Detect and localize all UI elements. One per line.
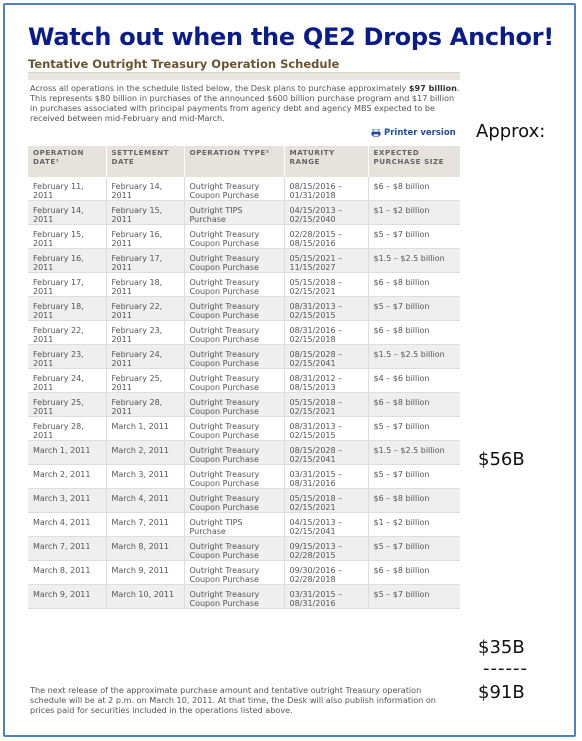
cell-maturity-range: 05/15/2018 – 02/15/2021	[284, 393, 368, 417]
table-row	[28, 537, 460, 561]
table-header-row	[28, 146, 460, 177]
cell-purchase-size: $5 – $7 billion	[368, 585, 460, 609]
cell-settlement-date: February 18, 2011	[106, 273, 184, 297]
cell-maturity-range: 03/31/2015 – 08/31/2016	[284, 585, 368, 609]
table-row	[28, 465, 460, 489]
intro-text-start: Across all operations in the schedule listed below, the Desk plans to purchase approximately	[30, 83, 409, 93]
cell-settlement-date: March 7, 2011	[106, 513, 184, 537]
table-row	[28, 345, 460, 369]
cell-settlement-date: March 8, 2011	[106, 537, 184, 561]
cell-purchase-size: $1.5 – $2.5 billion	[368, 345, 460, 369]
cell-maturity-range: 08/15/2028 – 02/15/2041	[284, 441, 368, 465]
cell-settlement-date: February 24, 2011	[106, 345, 184, 369]
cell-settlement-date: February 25, 2011	[106, 369, 184, 393]
cell-operation-type: Outright Treasury Coupon Purchase	[184, 369, 284, 393]
cell-operation-type: Outright Treasury Coupon Purchase	[184, 417, 284, 441]
cell-settlement-date: March 1, 2011	[106, 417, 184, 441]
cell-maturity-range: 04/15/2013 – 02/15/2041	[284, 513, 368, 537]
cell-maturity-range: 08/31/2016 – 02/15/2018	[284, 321, 368, 345]
cell-settlement-date: March 3, 2011	[106, 465, 184, 489]
title-underline-bar	[28, 72, 460, 80]
cell-maturity-range: 08/15/2016 – 01/31/2018	[284, 177, 368, 201]
cell-operation-date: February 16, 2011	[28, 249, 106, 273]
table-row	[28, 489, 460, 513]
cell-settlement-date: February 22, 2011	[106, 297, 184, 321]
cell-purchase-size: $6 – $8 billion	[368, 561, 460, 585]
cell-settlement-date: February 23, 2011	[106, 321, 184, 345]
sum-divider: ------	[483, 658, 528, 679]
cell-purchase-size: $6 – $8 billion	[368, 489, 460, 513]
cell-maturity-range: 08/15/2028 – 02/15/2041	[284, 345, 368, 369]
table-row	[28, 369, 460, 393]
cell-settlement-date: February 16, 2011	[106, 225, 184, 249]
cell-operation-type: Outright Treasury Coupon Purchase	[184, 321, 284, 345]
cell-operation-type: Outright Treasury Coupon Purchase	[184, 177, 284, 201]
intro-total-amount: $97 billion	[408, 83, 457, 93]
cell-maturity-range: 03/31/2015 – 08/31/2016	[284, 465, 368, 489]
table-row	[28, 249, 460, 273]
cell-settlement-date: March 2, 2011	[106, 441, 184, 465]
cell-purchase-size: $6 – $8 billion	[368, 273, 460, 297]
table-row	[28, 273, 460, 297]
cell-operation-type: Outright Treasury Coupon Purchase	[184, 585, 284, 609]
cell-operation-type: Outright Treasury Coupon Purchase	[184, 297, 284, 321]
table-row	[28, 177, 460, 201]
table-body	[28, 177, 460, 609]
cell-purchase-size: $6 – $8 billion	[368, 393, 460, 417]
cell-purchase-size: $5 – $7 billion	[368, 417, 460, 441]
cell-operation-type: Outright Treasury Coupon Purchase	[184, 489, 284, 513]
approx-annotation: Approx:	[476, 121, 546, 142]
cell-operation-type: Outright TIPS Purchase	[184, 201, 284, 225]
cell-operation-date: March 8, 2011	[28, 561, 106, 585]
header-operation-type: OPERATION TYPE²	[184, 146, 284, 177]
second-period-sum: $35B	[478, 637, 525, 658]
table-row	[28, 393, 460, 417]
printer-version-label[interactable]: Printer version	[384, 128, 456, 138]
cell-operation-date: March 9, 2011	[28, 585, 106, 609]
cell-operation-date: March 3, 2011	[28, 489, 106, 513]
cell-purchase-size: $6 – $8 billion	[368, 321, 460, 345]
intro-paragraph	[30, 83, 460, 123]
cell-maturity-range: 05/15/2018 – 02/15/2021	[284, 489, 368, 513]
cell-operation-date: March 1, 2011	[28, 441, 106, 465]
header-expected-purchase-size: EXPECTED PURCHASE SIZE	[368, 146, 460, 177]
table-row	[28, 225, 460, 249]
printer-icon	[371, 129, 381, 137]
cell-operation-type: Outright Treasury Coupon Purchase	[184, 225, 284, 249]
cell-maturity-range: 05/15/2018 – 02/15/2021	[284, 273, 368, 297]
cell-operation-date: March 2, 2011	[28, 465, 106, 489]
cell-operation-date: February 15, 2011	[28, 225, 106, 249]
cell-operation-type: Outright TIPS Purchase	[184, 513, 284, 537]
table-row	[28, 297, 460, 321]
cell-operation-date: February 11, 2011	[28, 177, 106, 201]
table-row	[28, 201, 460, 225]
table-row	[28, 441, 460, 465]
cell-settlement-date: February 28, 2011	[106, 393, 184, 417]
cell-purchase-size: $1.5 – $2.5 billion	[368, 249, 460, 273]
cell-purchase-size: $5 – $7 billion	[368, 537, 460, 561]
cell-operation-date: February 22, 2011	[28, 321, 106, 345]
cell-operation-date: February 14, 2011	[28, 201, 106, 225]
cell-operation-type: Outright Treasury Coupon Purchase	[184, 441, 284, 465]
cell-maturity-range: 08/31/2013 – 02/15/2015	[284, 297, 368, 321]
intro-text-end: . This represents $80 billion in purchases of the announced $600 billion purchase program and $17 billion in purchases associated with principal payments from agency debt and agency MBS expected to be received between mid-February and mid-March.	[30, 83, 460, 123]
header-maturity-range: MATURITY RANGE	[284, 146, 368, 177]
cell-settlement-date: February 17, 2011	[106, 249, 184, 273]
cell-operation-date: February 28, 2011	[28, 417, 106, 441]
total-sum: $91B	[478, 682, 525, 703]
schedule-title: Tentative Outright Treasury Operation Schedule	[28, 57, 340, 71]
header-settlement-date: SETTLEMENT DATE	[106, 146, 184, 177]
cell-purchase-size: $5 – $7 billion	[368, 225, 460, 249]
cell-settlement-date: March 10, 2011	[106, 585, 184, 609]
cell-operation-date: February 17, 2011	[28, 273, 106, 297]
cell-maturity-range: 04/15/2013 – 02/15/2040	[284, 201, 368, 225]
cell-operation-date: February 25, 2011	[28, 393, 106, 417]
cell-operation-type: Outright Treasury Coupon Purchase	[184, 249, 284, 273]
cell-maturity-range: 05/15/2021 – 11/15/2027	[284, 249, 368, 273]
cell-settlement-date: March 4, 2011	[106, 489, 184, 513]
cell-operation-type: Outright Treasury Coupon Purchase	[184, 345, 284, 369]
cell-operation-date: February 24, 2011	[28, 369, 106, 393]
table-row	[28, 585, 460, 609]
first-period-sum: $56B	[478, 449, 525, 470]
cell-operation-type: Outright Treasury Coupon Purchase	[184, 393, 284, 417]
cell-purchase-size: $1.5 – $2.5 billion	[368, 441, 460, 465]
cell-maturity-range: 08/31/2012 – 08/15/2013	[284, 369, 368, 393]
cell-operation-date: February 18, 2011	[28, 297, 106, 321]
cell-purchase-size: $4 – $6 billion	[368, 369, 460, 393]
cell-maturity-range: 02/28/2015 – 08/15/2016	[284, 225, 368, 249]
cell-operation-date: March 7, 2011	[28, 537, 106, 561]
cell-operation-type: Outright Treasury Coupon Purchase	[184, 537, 284, 561]
footer-note: The next release of the approximate purchase amount and tentative outright Treasury operation schedule will be at 2 p.m. on March 10, 2011. At that time, the Desk will also publish information on prices paid for securities included in the operations listed above.	[30, 685, 436, 715]
cell-operation-type: Outright Treasury Coupon Purchase	[184, 465, 284, 489]
cell-purchase-size: $5 – $7 billion	[368, 297, 460, 321]
cell-operation-type: Outright Treasury Coupon Purchase	[184, 273, 284, 297]
cell-maturity-range: 08/31/2013 – 02/15/2015	[284, 417, 368, 441]
cell-maturity-range: 09/30/2016 – 02/28/2018	[284, 561, 368, 585]
cell-operation-date: March 4, 2011	[28, 513, 106, 537]
cell-purchase-size: $5 – $7 billion	[368, 465, 460, 489]
cell-purchase-size: $1 – $2 billion	[368, 513, 460, 537]
cell-purchase-size: $1 – $2 billion	[368, 201, 460, 225]
cell-operation-date: February 23, 2011	[28, 345, 106, 369]
printer-version-link[interactable]	[371, 128, 456, 138]
operation-schedule-table	[28, 146, 461, 609]
cell-settlement-date: February 14, 2011	[106, 177, 184, 201]
table-row	[28, 321, 460, 345]
cell-settlement-date: February 15, 2011	[106, 201, 184, 225]
table-row	[28, 417, 460, 441]
cell-settlement-date: March 9, 2011	[106, 561, 184, 585]
cell-purchase-size: $6 – $8 billion	[368, 177, 460, 201]
cell-operation-type: Outright Treasury Coupon Purchase	[184, 561, 284, 585]
header-operation-date: OPERATION DATE¹	[28, 146, 106, 177]
slide-headline: Watch out when the QE2 Drops Anchor!	[28, 23, 554, 51]
table-row	[28, 513, 460, 537]
table-row	[28, 561, 460, 585]
cell-maturity-range: 09/15/2013 – 02/28/2015	[284, 537, 368, 561]
